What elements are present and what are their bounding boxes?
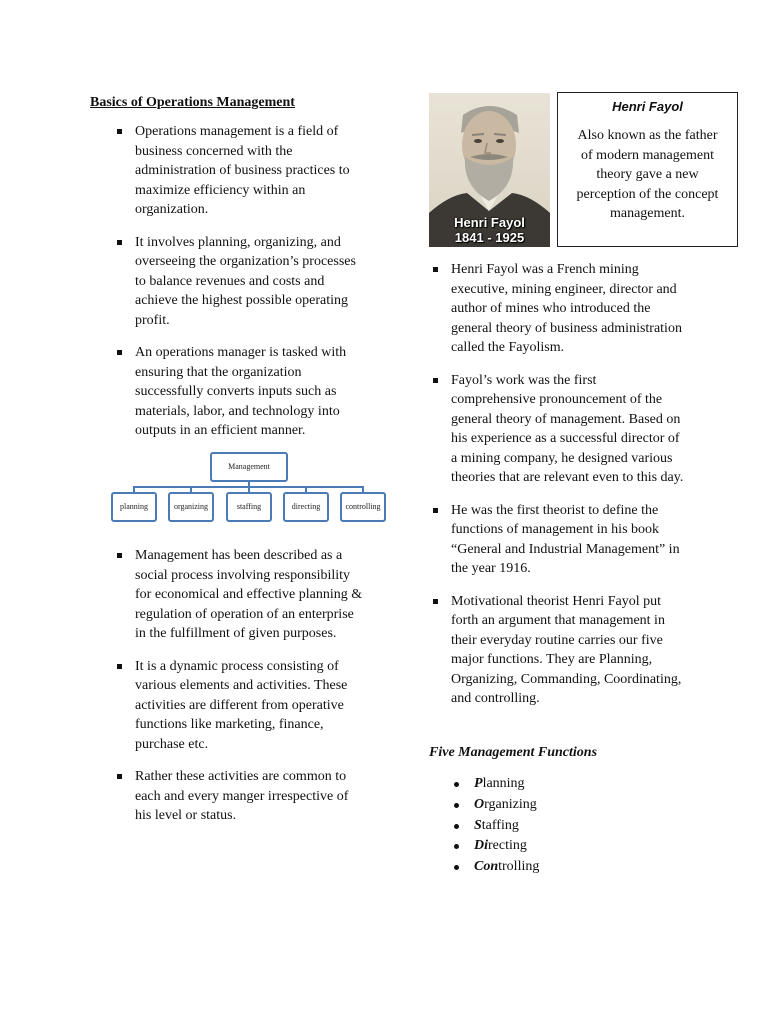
function-item-organizing: [452, 795, 539, 816]
list-item: Fayol’s work was the first comprehensive pronouncement of the general theory of management. Based on his experience as a successful director of a mining company, he designed various theories that are relevant even to this day.: [429, 371, 684, 488]
list-item: An operations manager is tasked with ensuring that the organization successfully converts inputs such as materials, labor, and technology into outputs in an efficient manner.: [113, 343, 363, 441]
portrait-name: Henri Fayol: [454, 215, 525, 230]
section-title: Basics of Operations Management: [90, 95, 295, 110]
diagram-node-organizing: organizing: [168, 492, 214, 522]
henri-fayol-portrait: [429, 93, 550, 247]
list-item: Rather these activities are common to each and every manger irrespective of his level or status.: [113, 767, 365, 826]
list-item: Motivational theorist Henri Fayol put forth an argument that management in their everyday routine carries our five major functions. They are Planning, Organizing, Commanding, Coordinating, and controlling.: [429, 592, 684, 709]
left-bullet-list-top: [113, 122, 363, 454]
function-lead: P: [474, 776, 483, 791]
function-rest: lanning: [482, 776, 525, 791]
diagram-node-controlling: controlling: [340, 492, 386, 522]
portrait-years: 1841 - 1925: [454, 230, 525, 245]
fayol-info-box: [557, 92, 738, 247]
function-rest: trolling: [498, 859, 540, 875]
list-item: Operations management is a field of business concerned with the administration of business practices to maximize efficiency within an organization.: [113, 122, 363, 220]
function-item-controlling: [452, 857, 539, 878]
info-box-title: Henri Fayol: [612, 99, 683, 114]
list-item: He was the first theorist to define the functions of management in his book “General and Industrial Management” in the year 1916.: [429, 501, 684, 579]
function-rest: recting: [488, 838, 527, 854]
diagram-root-node: Management: [210, 452, 288, 482]
info-box-text: Also known as the father of modern management theory gave a new perception of the concept management.: [576, 128, 719, 221]
list-item: It involves planning, organizing, and overseeing the organization’s processes to balance revenues and costs and achieve the highest possible operating profit.: [113, 233, 363, 331]
function-lead: O: [474, 796, 485, 812]
function-lead: Con: [474, 859, 499, 875]
management-diagram: [110, 452, 385, 527]
function-rest: taffing: [481, 817, 519, 833]
list-item: Management has been described as a social process involving responsibility for economical and effective planning & regulation of operation of an enterprise in the fulfillment of given purposes.: [113, 546, 365, 644]
list-item: Henri Fayol was a French mining executive, mining engineer, director and author of mines who introduced the general theory of business administration called the Fayolism.: [429, 260, 684, 358]
list-item: It is a dynamic process consisting of various elements and activities. These activities are different from operative functions like marketing, finance, purchase etc.: [113, 657, 365, 755]
function-item-directing: [452, 836, 539, 857]
portrait-caption: [429, 215, 550, 245]
diagram-node-planning: planning: [111, 492, 157, 522]
function-rest: rganizing: [484, 796, 537, 812]
function-item-staffing: [452, 816, 539, 837]
function-lead: S: [474, 817, 482, 833]
diagram-node-directing: directing: [283, 492, 329, 522]
functions-heading: Five Management Functions: [429, 745, 598, 760]
function-lead: Di: [474, 838, 488, 854]
function-item-planning: [452, 774, 539, 795]
diagram-node-staffing: staffing: [226, 492, 272, 522]
functions-list: [452, 774, 539, 878]
right-bullet-list: [429, 260, 684, 722]
left-bullet-list-bottom: [113, 546, 365, 839]
